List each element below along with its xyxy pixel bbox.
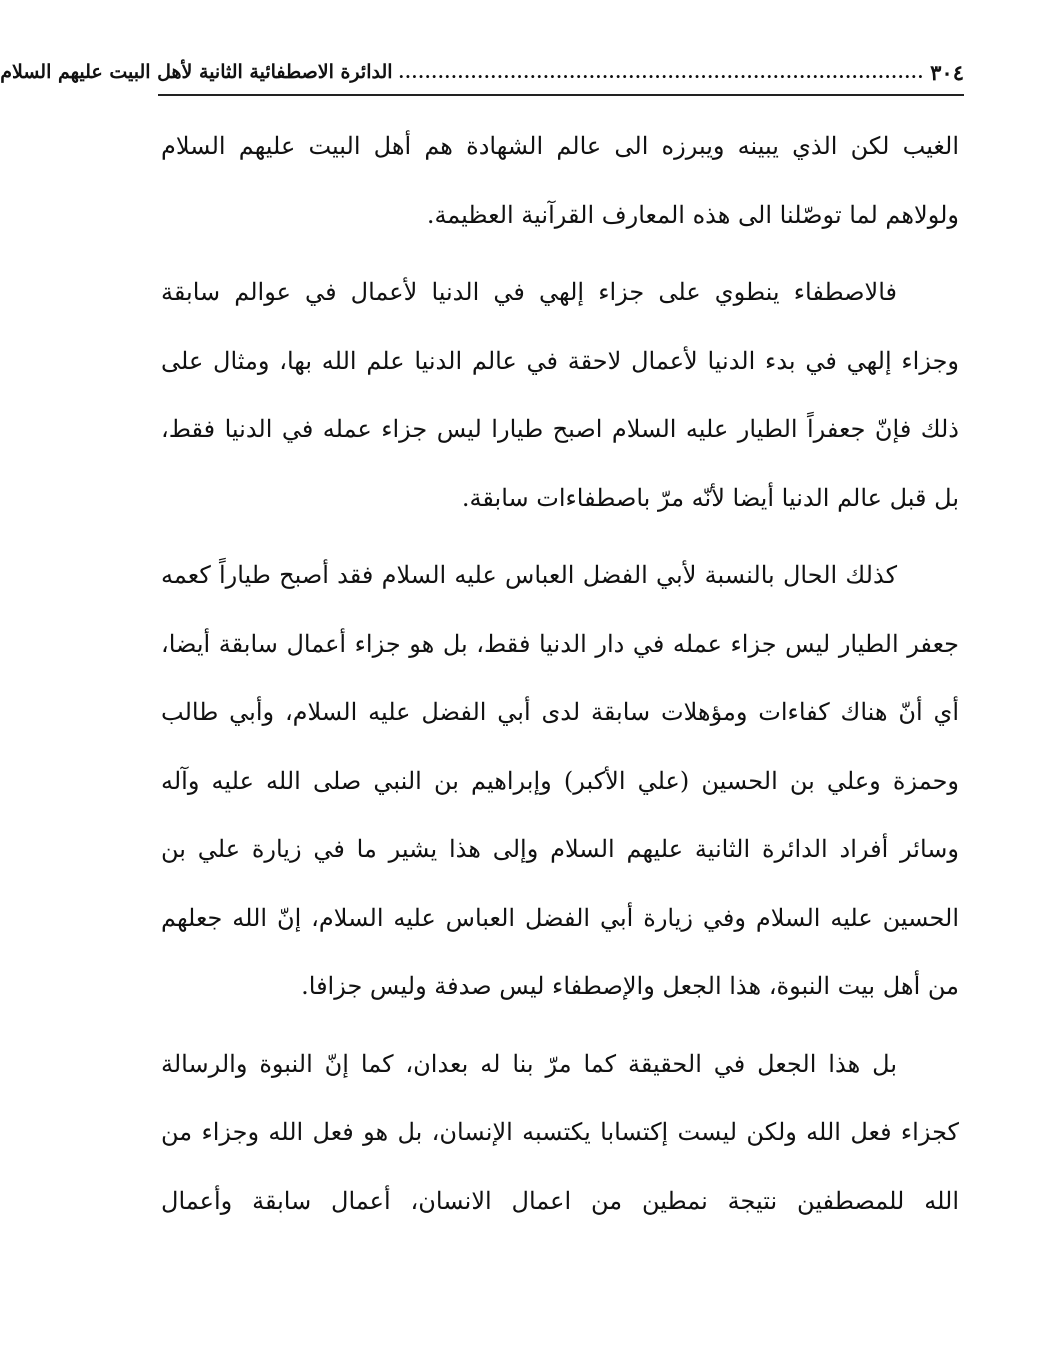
running-title: الدائرة الاصطفائية الثانية لأهل البيت عليهم السلام [0, 61, 393, 83]
paragraph-3: كذلك الحال بالنسبة لأبي الفضل العباس عليه السلام فقد أصبح طياراً كعمه جعفر الطيار ليس جزاء عمله في دار الدنيا فقط، بل هو جزاء أعمال سابقة أيضا، أي أنّ هناك كفاءات ومؤهلات سابقة لدى أبي الفضل عليه السلام، وأبي طالب وحمزة وعلي بن الحسين (علي الأكبر) وإبراهيم بن النبي صلى الله عليه وآله وسائر أفراد الدائرة الثانية عليهم السلام وإلى هذا يشير ما في زيارة علي بن الحسين عليه السلام وفي زيارة أبي الفضل العباس عليه السلام، إنّ الله جعلهم من أهل بيت النبوة، هذا الجعل والإصطفاء ليس صدفة وليس جزافا. [161, 561, 959, 1000]
page-number: ٣٠٤ [930, 59, 964, 85]
page-header [0, 50, 964, 94]
paragraph-2: فالاصطفاء ينطوي على جزاء إلهي في الدنيا لأعمال في عوالم سابقة وجزاء إلهي في بدء الدنيا لأعمال لاحقة في عالم الدنيا علم الله بها، ومثال على ذلك فإنّ جعفراً الطيار عليه السلام اصبح طيارا ليس جزاء عمله في الدنيا فقط، بل قبل عالم الدنيا أيضا لأنّه مرّ باصطفاءات سابقة. [161, 278, 959, 512]
paragraph-1: الغيب لكن الذي يبينه ويبرزه الى عالم الشهادة هم أهل البيت عليهم السلام ولولاهم لما توصّلنا الى هذه المعارف القرآنية العظيمة. [161, 132, 959, 229]
body-text [161, 112, 959, 1244]
paragraph-4: بل هذا الجعل في الحقيقة كما مرّ بنا له بعدان، كما إنّ النبوة والرسالة كجزاء فعل الله ولكن ليست إكتسابا يكتسبه الإنسان، بل هو فعل الله وجزاء من الله للمصطفين نتيجة نمطين من اعمال الانسان، أعمال سابقة وأعمال [161, 1049, 959, 1215]
header-leader-dots: ................................................................................ [398, 62, 925, 82]
header-rule [158, 94, 964, 96]
